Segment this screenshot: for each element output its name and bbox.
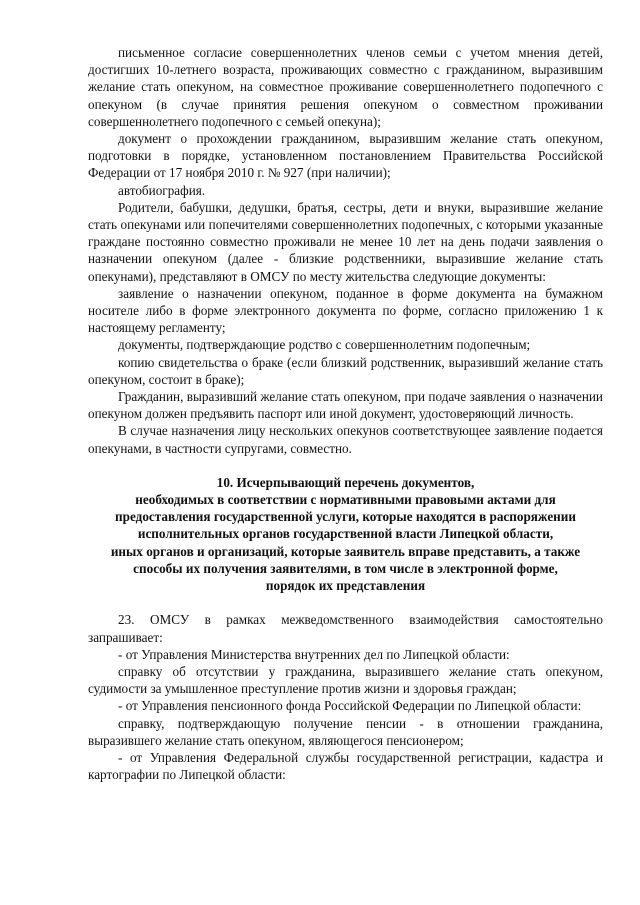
paragraph-criminal-record-certificate: справку об отсутствии у гражданина, выразившего желание стать опекуном, судимости за умышленное преступление против жизни и здоровья граждан; (88, 663, 603, 697)
paragraph-consent-family: письменное согласие совершеннолетних членов семьи с учетом мнения детей, достигших 10-летнего возраста, проживающих совместно с гражданином, выразившим желание стать опекуном, на совместное проживание совершеннолетнего подопечного с опекуном (в случае принятия решения опекуном о совместном проживании совершеннолетнего подопечного с семьей опекуна); (88, 45, 603, 129)
heading-line: порядок их представления (265, 578, 426, 594)
heading-line: способы их получения заявителями, в том числе в электронной форме, (133, 560, 558, 576)
paragraph-application: заявление о назначении опекуном, поданное в форме документа на бумажном носителе либо в форме электронного документа по форме, согласно приложению 1 к настоящему регламенту; (88, 285, 603, 336)
paragraph-marriage-certificate: копию свидетельства о браке (если близкий родственник, выразивший желание стать опекуном, состоит в браке); (88, 354, 603, 387)
section-heading (88, 474, 603, 594)
document-body-top (88, 44, 603, 457)
paragraph-pension-certificate: справку, подтверждающую получение пенсии - в отношении гражданина, выразившего желание стать опекуном, являющегося пенсионером; (88, 715, 603, 748)
document-body-bottom (88, 611, 603, 783)
paragraph-kinship-documents: документы, подтверждающие родство с совершеннолетним подопечным; (118, 337, 531, 353)
paragraph-pension-fund-request: - от Управления пенсионного фонда Российской Федерации по Липецкой области: (118, 698, 582, 714)
paragraph-autobiography: автобиография. (118, 182, 206, 198)
heading-line: иных органов и организаций, которые заявитель вправе представить, а также (110, 543, 581, 559)
heading-line: исполнительных органов государственной власти Липецкой области, (137, 526, 554, 542)
paragraph-item-23: 23. ОМСУ в рамках межведомственного взаимодействия самостоятельно запрашивает: (88, 612, 603, 645)
paragraph-close-relatives: Родители, бабушки, дедушки, братья, сестры, дети и внуки, выразившие желание стать опекунами или попечителями совершеннолетних подопечных, с которыми указанные граждане постоянно совместно проживали не менее 10 лет на день подачи заявления о назначении опекуном (далее - близкие родственники, выразившие желание стать опекунами), представляют в ОМСУ по месту жительства следующие документы: (88, 199, 603, 284)
paragraph-training-document: документ о прохождении гражданином, выразившим желание стать опекуном, подготовки в порядке, установленном постановлением Правительства Российской Федерации от 17 ноября 2010 г. № 927 (при наличии); (88, 131, 603, 181)
paragraph-multiple-guardians: В случае назначения лицу нескольких опекунов соответствующее заявление подается опекунами, в частности супругами, совместно. (88, 423, 603, 456)
paragraph-mvd-request: - от Управления Министерства внутренних дел по Липецкой области: (118, 646, 510, 662)
heading-line: необходимых в соответствии с нормативными правовыми актами для (135, 492, 556, 508)
heading-line: 10. Исчерпывающий перечень документов, (216, 474, 475, 490)
paragraph-passport: Гражданин, выразивший желание стать опекуном, при подаче заявления о назначении опекуном должен предъявить паспорт или иной документ, удостоверяющий личность. (88, 389, 603, 422)
paragraph-rosreestr-request: - от Управления Федеральной службы государственной регистрации, кадастра и картографии по Липецкой области: (88, 749, 603, 783)
heading-line: предоставления государственной услуги, которые находятся в распоряжении (115, 509, 576, 525)
